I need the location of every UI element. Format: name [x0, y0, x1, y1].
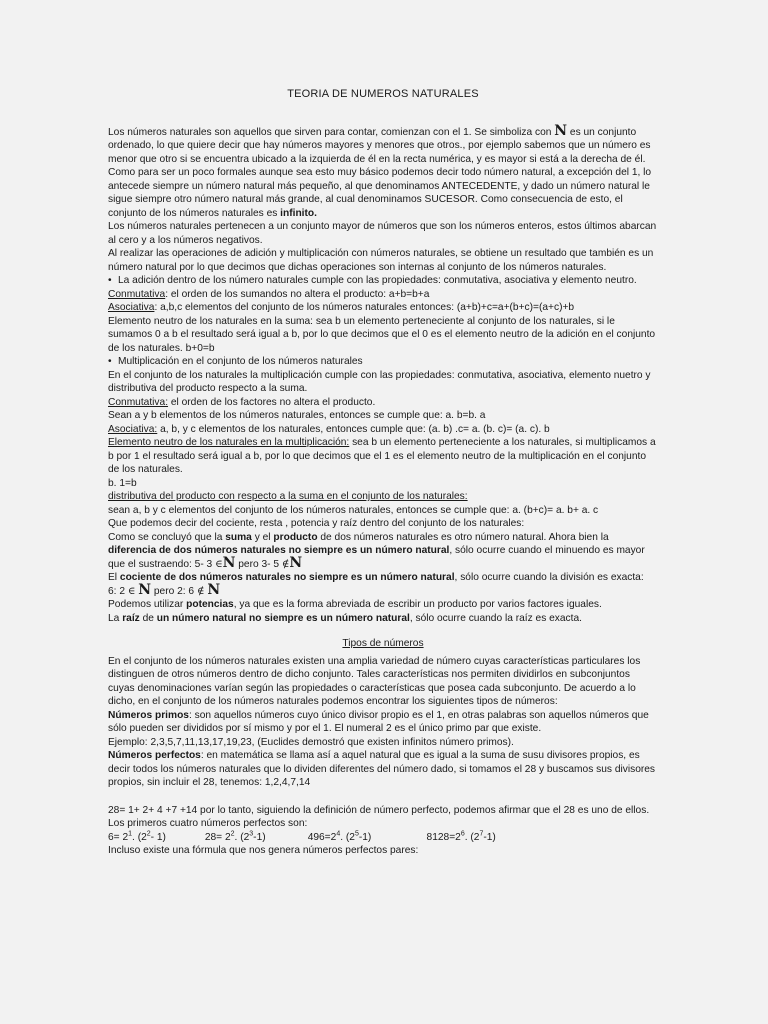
perfect-formula-note: Incluso existe una fórmula que nos genera números perfectos pares: — [108, 845, 419, 856]
ops-text: , sólo ocurre cuando la división es exacta: — [454, 572, 644, 583]
ops-text: pero 2: 6 — [153, 585, 195, 597]
natural-numbers-symbol: N — [138, 581, 152, 598]
commutative-text: : el orden de los sumandos no altera el producto: a+b=b+a — [165, 288, 430, 300]
operations-difference — [108, 531, 658, 572]
perfect-formulas — [108, 831, 658, 845]
primes-example: Ejemplo: 2,3,5,7,11,13,17,19,23, (Euclides demostró que existen infinitos número primos). — [108, 736, 514, 748]
mult-neutral-label: Elemento neutro de los naturales en la multiplicación: — [108, 437, 350, 448]
types-intro: En el conjunto de los números naturales existen una amplia variedad de número cuyas características particulares los distinguen de otros números dentro de dicho conjunto. Tales características nos permiten dividirlos en subconjuntos cuyas denominaciones varían según las propiedades o características que posea cada subconjunto. De acuerdo a lo dicho, en el conjunto de los números naturales podemos encontrar los siguientes tipos de números: — [108, 655, 641, 707]
addition-associative — [108, 301, 658, 315]
formula-496: $496=2^4$. $(2^5-1)$ — [307, 830, 372, 843]
not-element-of-symbol: ∉ — [196, 585, 205, 597]
addition-neutral: Elemento neutro de los naturales en la suma: sea b un elemento perteneciente al conjunto de los naturales, si le sumamos 0 a b el resultado será igual a b, por lo que decimos que el 0 es el elemento neutro de la adición en el conjunto de los naturales. b+0=b — [108, 315, 656, 354]
mult-neutral-text: sea b un elemento perteneciente a los naturales, si multiplicamos a b por 1 el resultado será igual a b, por lo que decimos que el 1 es el elemento neutro de la multiplicación en el conjunto de los naturales. — [108, 437, 656, 475]
mult-commutative-text: el orden de los factores no altera el producto. — [168, 396, 376, 408]
multiplication-associative — [108, 423, 658, 437]
ops-text: 6: 2 — [108, 585, 125, 597]
perfect-first-four: Los primeros cuatro números perfectos son: — [108, 818, 308, 829]
operations-intro: Que podemos decir del cociente, resta , potencia y raíz dentro del conjunto de los naturales: — [108, 518, 525, 529]
natural-numbers-symbol: N — [207, 581, 221, 598]
associative-text: : a,b,c elementos del conjunto de los números naturales entonces: (a+b)+c=a+(b+c)=(a+c)+b — [154, 302, 575, 313]
formula-28: $28= 2^2$. $(2^3-1)$ — [204, 830, 266, 843]
commutative-label: Conmutativa — [108, 288, 166, 300]
intro-text-a: Los números naturales son aquellos que sirven para contar, comienzan con el 1. Se simboliza con — [108, 126, 552, 138]
quotient-bold: dos números naturales no siempre es un número natural — [178, 572, 455, 583]
formula-8128: $8128=2^6$. $(2^7-1)$ — [426, 830, 496, 843]
ops-text: de — [164, 572, 176, 583]
multiplication-neutral-eq: b. 1=b — [108, 477, 137, 489]
paragraph-intro — [108, 122, 658, 167]
ops-text: de dos números naturales es otro número natural. Ahora bien la — [320, 531, 609, 543]
perfect-text: : en matemática se llama así a aquel natural que es igual a la suma de susu divisores propios, es decir todos los números naturales que lo dividen diferentes del número dado, si tomamos el 28 y buscamos sus divisores propios, sin incluir el 28, tenemos: 1,2,4,7,14 — [108, 750, 656, 788]
root-bold: un número natural no siempre es un número natural — [156, 612, 410, 624]
natural-numbers-symbol: N — [222, 554, 236, 571]
potencias-bold: potencias — [186, 599, 234, 610]
ops-text: pero 3- 5 — [238, 558, 280, 570]
multiplication-commutative — [108, 396, 658, 410]
ops-text: de — [142, 612, 154, 624]
mult-associative-text: a, b, y c elementos de los naturales, entonces cumple que: (a. b) .c= a. (b. c)= (a. c). b — [157, 423, 550, 435]
infinite-bold: infinito. — [280, 207, 317, 219]
perfect-definition — [108, 749, 658, 790]
addition-commutative — [108, 288, 658, 302]
mult-commutative-label: Conmutativa: — [108, 396, 169, 408]
suma-bold: suma — [225, 531, 252, 543]
multiplication-commutative-example: Sean a y b elementos de los números naturales, entonces se cumple que: a. b=b. a — [108, 410, 486, 421]
raiz-bold: raíz — [122, 612, 140, 624]
paragraph-antecedent — [108, 166, 658, 220]
ops-text: La — [108, 612, 120, 624]
paragraph-operations: Al realizar las operaciones de adición y multiplicación con números naturales, se obtiene un resultado que también es un número natural por lo que decimos que dichas operaciones son internas al conjunto de los números naturales. — [108, 248, 654, 273]
natural-numbers-symbol: N — [554, 122, 568, 139]
section-title-types: Tipos de números — [342, 638, 424, 649]
diferencia-bold: diferencia de dos números naturales no siempre es un número natural — [108, 545, 450, 556]
multiplication-neutral — [108, 436, 658, 477]
ops-text: , sólo ocurre cuando el minuendo es mayor que el sustraendo: 5- 3 — [108, 545, 645, 570]
bullet-multiplication: • Multiplicación en el conjunto de los números naturales — [108, 355, 658, 369]
bullet-addition: • La adición dentro de los número naturales cumple con las propiedades: conmutativa, asociativa y elemento neutro. — [108, 274, 658, 288]
distributive-text: sean a, b y c elementos del conjunto de los números naturales, entonces se cumple que: a. (b+c)= a. b+ a. c — [108, 504, 599, 516]
formula-6: $6= 2^1$. ($2^2-$ 1) — [108, 830, 166, 843]
operations-root — [108, 612, 658, 626]
multiplication-intro: En el conjunto de los naturales la multiplicación cumple con las propiedades: conmutativa, asociativa, elemento nuetro y distributiva del producto respecto a la suma. — [108, 369, 651, 394]
element-of-symbol: ∈ — [215, 558, 223, 570]
ops-text: Podemos utilizar — [108, 599, 184, 610]
primes-label: Números primos — [108, 709, 189, 721]
producto-bold: producto — [273, 531, 318, 543]
operations-quotient — [108, 571, 658, 598]
ops-text: El — [108, 572, 118, 583]
antecedent-text: Como para ser un poco formales aunque sea esto muy básico podemos decir todo número natural, a excepción del 1, lo antecede siempre un número natural más pequeño, al que denominamos ANTECEDENTE, y dado un número natural le sigue siempre otro número natural más grande, al cual denominamos SUCESOR. Como consecuencia de esto, el conjunto de los números naturales es — [108, 167, 652, 219]
document-title: TEORIA DE NUMEROS NATURALES — [287, 88, 479, 100]
paragraph-integers: Los números naturales pertenecen a un conjunto mayor de números que son los números enteros, estos últimos abarcan al cero y a los números negativos. — [108, 221, 657, 246]
ops-text: , ya que es la forma abreviada de escribir un producto por varios factores iguales. — [233, 599, 602, 610]
primes-text: : son aquellos números cuyo único divisor propio es el 1, en otras palabras son aquellos números que sólo pueden ser divididos por sí mismo y por el 1. El numeral 2 es el único primo par que existe. — [108, 709, 649, 734]
perfect-28: 28= 1+ 2+ 4 +7 +14 por lo tanto, siguiendo la definición de número perfecto, podemos afirmar que el 28 es uno de ellos. — [108, 804, 650, 816]
element-of-symbol: ∈ — [127, 585, 136, 597]
not-element-of-symbol: ∉ — [281, 558, 290, 570]
natural-numbers-symbol: N — [289, 554, 303, 571]
intro-text-b: es un conjunto ordenado, lo que quiere decir que hay números mayores y menores que otros., por ejemplo sabemos que un número es menor que otro si se encuentra ubicado a la izquierda de él en la recta numérica, y es mayor si está a la derecha de él. — [108, 126, 651, 165]
ops-text: y el — [254, 531, 271, 543]
spacer — [108, 790, 658, 804]
mult-associative-label: Asociativa: — [108, 423, 158, 435]
cociente-bold: cociente — [119, 572, 162, 583]
ops-text: , sólo ocurre cuando la raíz es exacta. — [409, 612, 582, 624]
perfect-label: Números perfectos — [108, 750, 201, 761]
primes-definition — [108, 709, 658, 736]
associative-label: Asociativa — [108, 302, 155, 313]
distributive-label: distributiva del producto con respecto a la suma en el conjunto de los naturales: — [108, 491, 468, 502]
operations-powers — [108, 598, 658, 612]
ops-text: Como se concluyó que la — [108, 531, 223, 543]
